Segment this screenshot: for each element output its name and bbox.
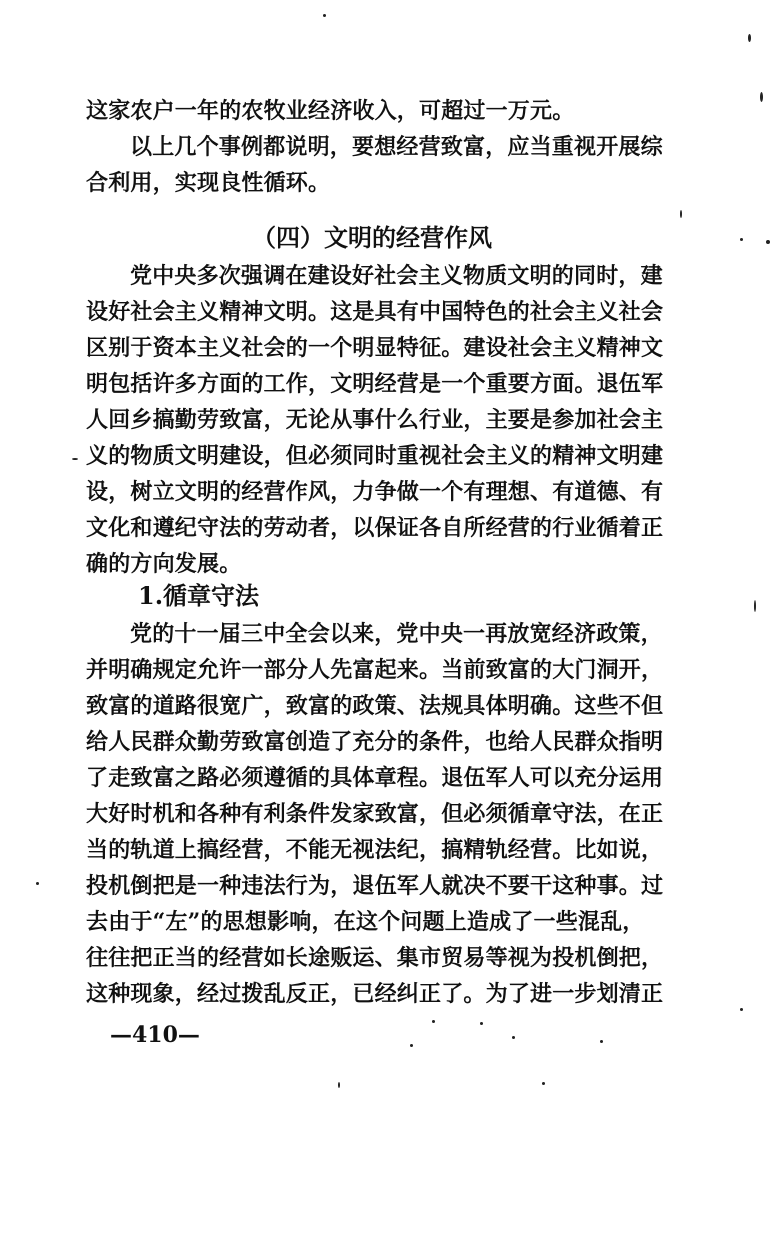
section-heading: （四）文明的经营作风 bbox=[252, 223, 492, 252]
scan-speck bbox=[72, 458, 78, 460]
scan-speck bbox=[323, 14, 326, 17]
scan-speck bbox=[740, 1008, 743, 1011]
scan-speck bbox=[740, 238, 743, 241]
text-line: 了走致富之路必须遵循的具体章程。退伍军人可以充分运用 bbox=[86, 765, 664, 791]
scan-speck bbox=[748, 34, 751, 42]
text-line: 去由于“左”的思想影响，在这个问题上造成了一些混乱， bbox=[86, 909, 645, 935]
scan-speck bbox=[432, 1020, 435, 1023]
text-line: 致富的道路很宽广，致富的政策、法规具体明确。这些不但 bbox=[86, 693, 664, 719]
scan-speck bbox=[36, 882, 39, 885]
scan-speck bbox=[542, 1082, 545, 1085]
text-line: 给人民群众勤劳致富创造了充分的条件，也给人民群众指明 bbox=[86, 729, 664, 755]
text-line: 党的十一届三中全会以来，党中央一再放宽经济政策， bbox=[130, 621, 663, 647]
scan-speck bbox=[512, 1036, 515, 1039]
text-line: 当的轨道上搞经营，不能无视法纪，搞精轨经营。比如说， bbox=[86, 837, 664, 863]
text-line: 以上几个事例都说明，要想经营致富，应当重视开展综 bbox=[130, 134, 663, 160]
scan-speck bbox=[760, 92, 763, 102]
text-line: 这家农户一年的农牧业经济收入，可超过一万元。 bbox=[86, 98, 575, 124]
scan-speck bbox=[600, 1040, 603, 1043]
scan-speck bbox=[338, 1082, 340, 1088]
text-line: 文化和遵纪守法的劳动者，以保证各自所经营的行业循着正 bbox=[86, 515, 664, 541]
text-line: 这种现象，经过拨乱反正，已经纠正了。为了进一步划清正 bbox=[86, 981, 664, 1007]
scan-speck bbox=[480, 1022, 483, 1025]
text-line: 设好社会主义精神文明。这是具有中国特色的社会主义社会 bbox=[86, 299, 664, 325]
text-line: 人回乡搞勤劳致富，无论从事什么行业，主要是参加社会主 bbox=[86, 407, 664, 433]
text-line: 党中央多次强调在建设好社会主义物质文明的同时，建 bbox=[130, 263, 663, 289]
text-line: 设，树立文明的经营作风，力争做一个有理想、有道德、有 bbox=[86, 479, 664, 505]
text-line: 往往把正当的经营如长途贩运、集市贸易等视为投机倒把， bbox=[86, 945, 664, 971]
text-line: 投机倒把是一种违法行为，退伍军人就决不要干这种事。过 bbox=[86, 873, 664, 899]
scan-speck bbox=[766, 240, 770, 244]
text-line: 区别于资本主义社会的一个明显特征。建设社会主义精神文 bbox=[86, 335, 664, 361]
text-line: 并明确规定允许一部分人先富起来。当前致富的大门洞开， bbox=[86, 657, 664, 683]
subsection-heading: 1.循章守法 bbox=[138, 581, 260, 610]
text-line: 确的方向发展。 bbox=[86, 551, 242, 577]
scan-speck bbox=[754, 600, 756, 612]
page-number: —410— bbox=[110, 1022, 200, 1048]
text-line: 合利用，实现良性循环。 bbox=[86, 170, 331, 196]
text-line: 大好时机和各种有利条件发家致富，但必须循章守法，在正 bbox=[86, 801, 664, 827]
scan-speck bbox=[410, 1044, 413, 1047]
scan-speck bbox=[680, 210, 682, 218]
text-line: 义的物质文明建设，但必须同时重视社会主义的精神文明建 bbox=[86, 443, 664, 469]
text-line: 明包括许多方面的工作，文明经营是一个重要方面。退伍军 bbox=[86, 371, 664, 397]
